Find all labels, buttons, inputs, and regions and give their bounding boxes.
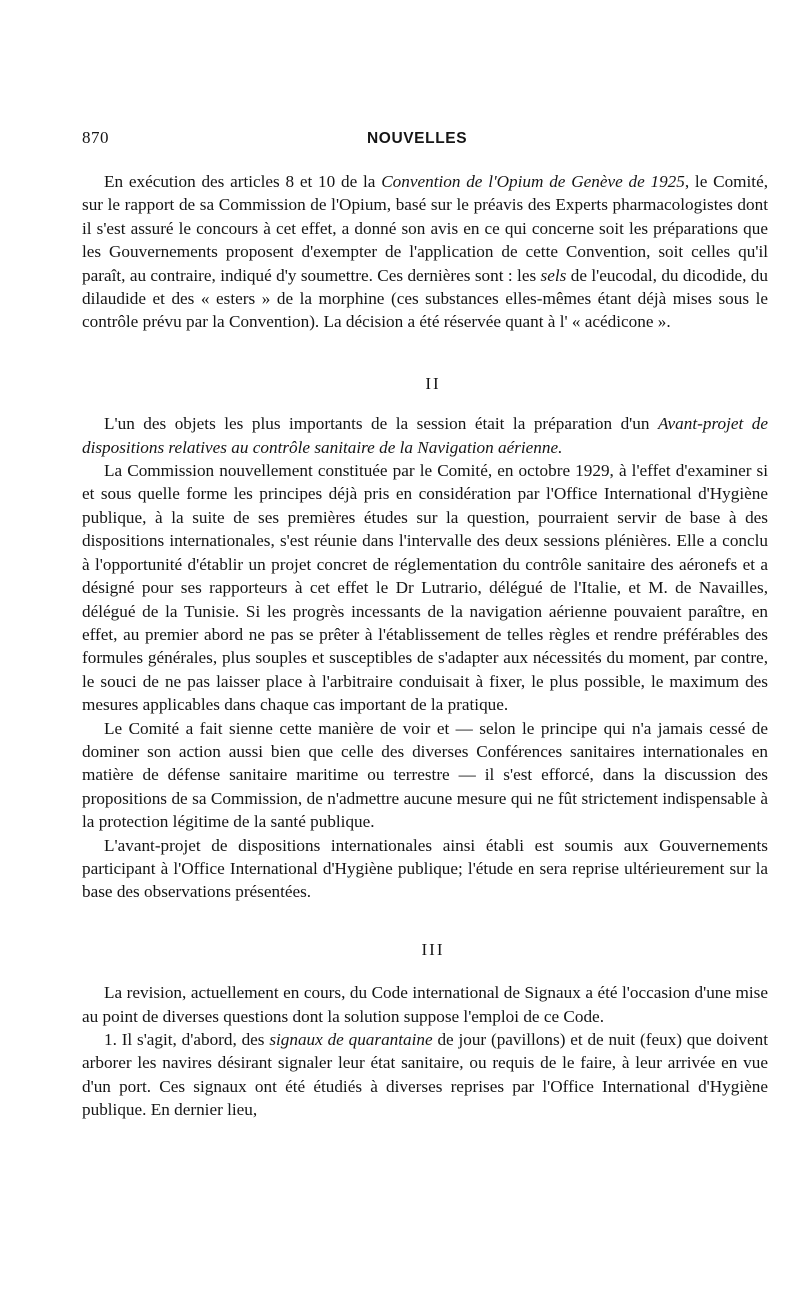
paragraph-avant-projet xyxy=(82,412,768,459)
paragraph-commission: La Commission nouvellement constituée par le Comité, en octobre 1929, à l'effet d'examiner si et sous quelle forme les principes déjà pris en considération par l'Office International d'Hygiène publique, à la suite de ses premières études sur la question, pourraient servir de base à des dispositions internationales, s'est réunie dans l'intervalle des deux sessions plénières. Elle a conclu à l'opportunité d'établir un projet concret de réglementation du contrôle sanitaire des aéronefs et a désigné pour ses rapporteurs à cet effet le Dr Lutrario, délégué de l'Italie, et M. de Navailles, délégué de la Tunisie. Si les progrès incessants de la navigation aérienne pouvaient paraître, en effet, au premier abord ne pas se prêter à l'établissement de telles règles et rendre préférables des formules générales, plus souples et susceptibles de s'adapter aux nécessités du moment, par contre, le souci de ne pas laisser place à l'arbitraire conduisait à fixer, le plus possible, le maximum des mesures applicables dans chaque cas important de la pratique. xyxy=(82,461,768,715)
text-run: , le Comité, sur le rapport de sa Commission de l'Opium, basé sur le préavis des Experts pharmacologistes dont il s'est assuré le concours à cet effet, a donné son avis en ce qui concerne soit les préparations que les Gouvernements proposent d'exempter de l'application de cette Convention, soit celles qu'il paraît, au contraire, indiqué d'y soumettre. Ces dernières sont : les xyxy=(82,172,769,285)
spacer xyxy=(82,334,768,372)
page-number: 870 xyxy=(82,128,109,147)
spacer xyxy=(82,961,768,981)
paragraph-comite-manner: Le Comité a fait sienne cette manière de voir et — selon le principe qui n'a jamais cessé de dominer son action aussi bien que celle des diverses Conférences sanitaires internationales en matière de défense sanitaire maritime ou terrestre — il s'est efforcé, dans la discussion des propositions de sa Commission, de n'admettre aucune mesure qui ne fût strictement indispensable à la protection légitime de la santé publique. xyxy=(82,718,768,832)
spacer xyxy=(82,904,768,938)
text-run: L'un des objets les plus importants de la session était la préparation d'un xyxy=(104,414,658,434)
paragraph-opium-convention xyxy=(82,170,768,334)
paragraph-submission: L'avant-projet de dispositions internationales ainsi établi est soumis aux Gouvernements participant à l'Office International d'Hygiène publique; l'étude en sera reprise ultérieurement sur la base des observations présentées. xyxy=(82,835,768,902)
text-run: 1. Il s'agit, d'abord, des xyxy=(104,1030,270,1049)
body-text xyxy=(82,170,768,1122)
paragraph-code-signaux: La revision, actuellement en cours, du Code international de Signaux a été l'occasion d'une mise au point de diverses questions dont la solution suppose l'emploi de ce Code. xyxy=(82,983,768,1026)
running-title: NOUVELLES xyxy=(367,130,468,147)
italic-sels: sels xyxy=(540,265,567,285)
paragraph-quarantine-signals xyxy=(82,1028,768,1122)
text-run: de jour (pavillons) et de nuit (feux) que doivent arborer les navires désirant signaler leur état sanitaire, ou requis de le faire, à leur arrivée en vue d'un port. Ces signaux ont été étudiés à diverses reprises par l'Office International d'Hygiène publique. En dernier lieu, xyxy=(82,1030,768,1120)
section-heading-II: II xyxy=(425,373,441,393)
section-heading-III: III xyxy=(421,939,445,959)
page-header xyxy=(82,128,772,158)
italic-signaux-quarantaine: signaux de quarantaine xyxy=(269,1030,433,1049)
text-run: de l'eucodal, du dicodide, du dilaudide et des « esters » de la morphine (ces substances elles-mêmes étant déjà mises sous le contrôle prévu par la Convention). La décision a été réservée quant à l' « acédicone ». xyxy=(82,265,768,332)
text-run: En exécution des articles 8 et 10 de la xyxy=(104,172,382,191)
italic-avant-projet-title: Avant-projet de dispositions relatives au contrôle sanitaire de la Navigation aérienne. xyxy=(82,414,768,457)
spacer xyxy=(82,395,768,412)
italic-convention-title: Convention de l'Opium de Genève de 1925 xyxy=(381,172,685,191)
